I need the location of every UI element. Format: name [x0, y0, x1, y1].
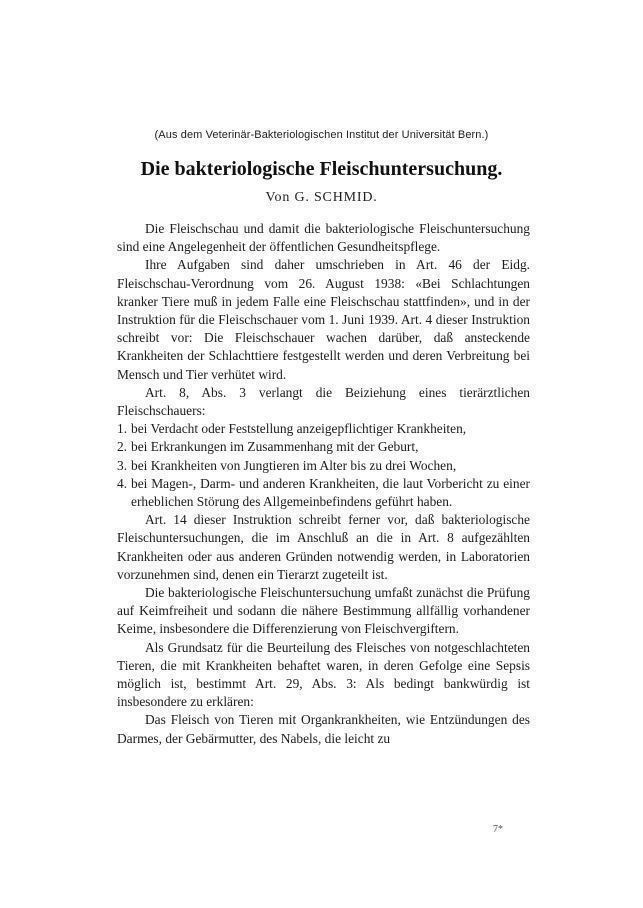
paragraph-6: Als Grundsatz für die Beurteilung des Fleisches von notgeschlachteten Tieren, die mit Krankheiten behaftet waren, in deren Gefolge eine Sepsis möglich ist, bestimmt Art. 29, Abs. 3: Als bedingt bankwürdig ist insbesondere zu erklären:: [117, 639, 530, 710]
affiliation-line: (Aus dem Veterinär-Bakteriologischen Institut der Universität Bern.): [154, 129, 489, 141]
list-item: [117, 420, 530, 438]
list-item: [117, 457, 530, 475]
article-body: [117, 220, 530, 748]
paragraph-7: Das Fleisch von Tieren mit Organkrankheiten, wie Entzündungen des Darmes, der Gebärmutter, des Nabels, die leicht zu: [117, 712, 530, 746]
list-item: [117, 438, 530, 456]
paragraph-4: Art. 14 dieser Instruktion schreibt ferner vor, daß bakteriologische Fleischuntersuchungen, die im Anschluß an die in Art. 8 aufgezählten Krankheiten oder aus anderen Gründen notwendig werden, in Laboratorien vorzunehmen sind, denen ein Tierarzt zugeteilt ist.: [117, 512, 530, 582]
article-title: Die bakteriologische Fleischuntersuchung.: [140, 158, 503, 180]
list-number: 2.: [117, 439, 128, 455]
list-text: bei Verdacht oder Feststellung anzeigepflichtiger Krankheiten,: [131, 421, 467, 437]
paragraph-2: Ihre Aufgaben sind daher umschrieben in Art. 46 der Eidg. Fleischschau-Verordnung vom 26. August 1938: «Bei Schlachtungen kranker Tiere muß in jedem Falle eine Fleischschau stattfinden», und in der Instruktion für die Fleischschauer vom 1. Juni 1939. Art. 4 dieser Instruktion schreibt vor: Die Fleischschauer wachen darüber, daß ansteckende Krankheiten der Schlachttiere festgestellt werden und deren Verbreitung bei Mensch und Tier verhütet wird.: [117, 257, 530, 382]
criteria-list: [117, 420, 530, 511]
paragraph-1: Die Fleischschau und damit die bakteriologische Fleischuntersuchung sind eine Angelegenheit der öffentlichen Gesundheitspflege.: [117, 221, 530, 255]
author-line: Von G. SCHMID.: [265, 190, 378, 205]
list-text: bei Krankheiten von Jungtieren im Alter bis zu drei Wochen,: [131, 457, 457, 473]
list-text: bei Magen-, Darm- und anderen Krankheiten, die laut Vorbericht zu einer erheblichen Störung des Allgemeinbefindens geführt haben.: [131, 475, 530, 510]
list-text: bei Erkrankungen im Zusammenhang mit der Geburt,: [131, 439, 419, 455]
list-number: 4.: [117, 475, 128, 491]
list-number: 3.: [117, 457, 128, 473]
page-signature-mark: 7*: [493, 824, 503, 835]
paragraph-3: Art. 8, Abs. 3 verlangt die Beiziehung eines tierärztlichen Fleischschauers:: [117, 384, 530, 419]
list-item: [117, 475, 530, 511]
list-number: 1.: [117, 421, 128, 437]
paragraph-5: Die bakteriologische Fleischuntersuchung umfaßt zunächst die Prüfung auf Keimfreiheit und sodann die nähere Bestimmung allfällig vorhandener Keime, insbesondere die Differenzierung von Fleischvergiftern.: [117, 585, 530, 637]
